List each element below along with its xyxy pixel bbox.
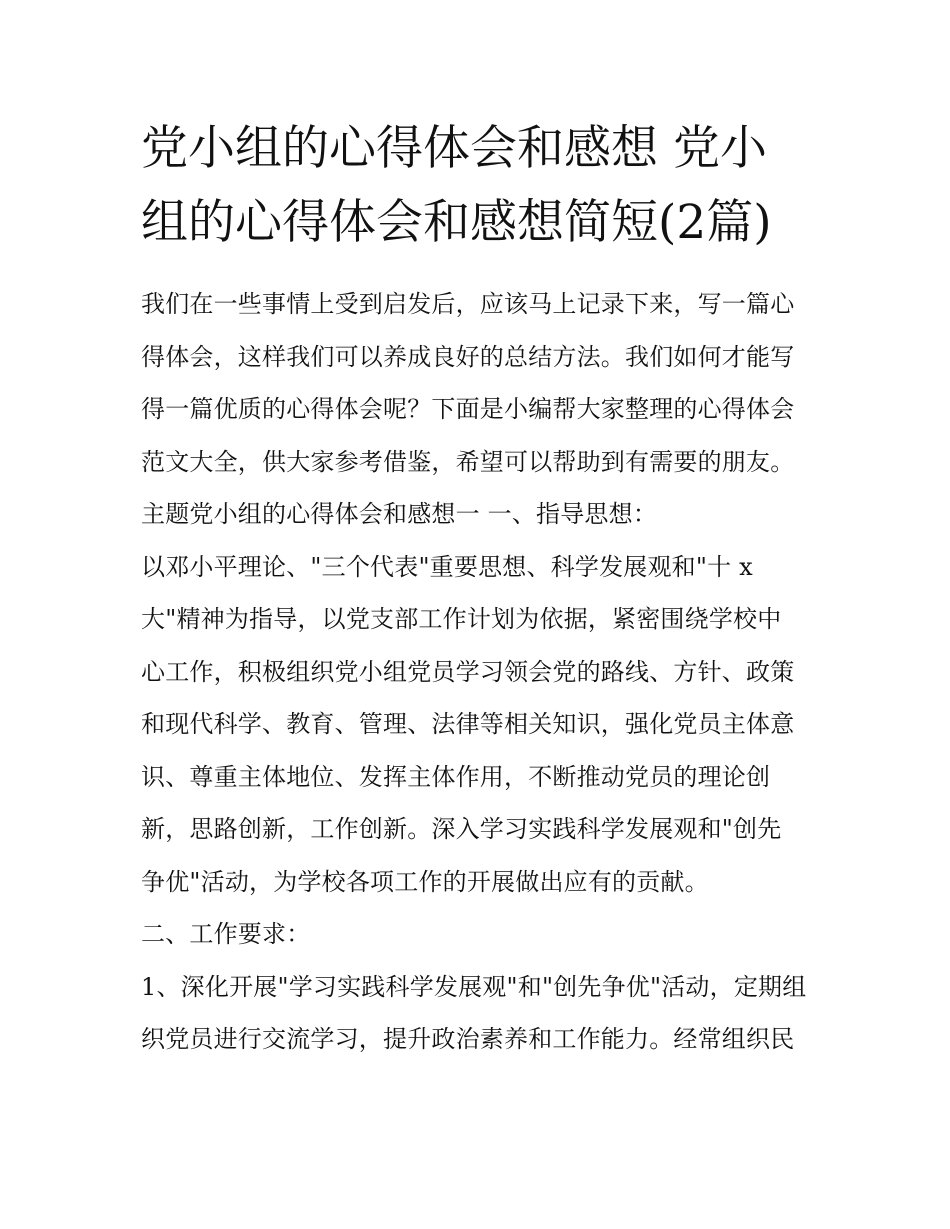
body-line: 心工作，积极组织党小组党员学习领会党的路线、方针、政策 [141, 657, 795, 686]
body-line: 得体会，这样我们可以养成良好的总结方法。我们如何才能写 [141, 342, 795, 371]
body-line: 和现代科学、教育、管理、法律等相关知识，强化党员主体意 [141, 710, 795, 738]
body-line: 范文大全，供大家参考借鉴，希望可以帮助到有需要的朋友。 [141, 447, 795, 476]
body-line: 大"精神为指导，以党支部工作计划为依据，紧密围绕学校中 [141, 605, 782, 633]
document-content [141, 112, 811, 1066]
section-heading-line: 二、工作要求： [141, 920, 311, 948]
body-line: 织党员进行交流学习，提升政治素养和工作能力。经常组织民 [141, 1025, 795, 1053]
body-line: 争优"活动，为学校各项工作的开展做出应有的贡献。 [141, 867, 709, 896]
body-line: 得一篇优质的心得体会呢？下面是小编帮大家整理的心得体会 [141, 395, 795, 423]
section-heading-line: 主题党小组的心得体会和感想一 一、指导思想： [141, 500, 658, 528]
document-body [141, 278, 811, 1066]
body-line: 我们在一些事情上受到启发后，应该马上记录下来，写一篇心 [141, 290, 795, 318]
body-line: 1、深化开展"学习实践科学发展观"和"创先争优"活动，定期组 [141, 972, 807, 1001]
body-line: 识、尊重主体地位、发挥主体作用，不断推动党员的理论创 [141, 762, 771, 791]
document-title: 党小组的心得体会和感想 党小组的心得体会和感想简短(2篇) [141, 121, 772, 250]
body-line: 以邓小平理论、"三个代表"重要思想、科学发展观和"十 x [141, 552, 753, 581]
body-line: 新，思路创新，工作创新。深入学习实践科学发展观和"创先 [141, 815, 782, 843]
